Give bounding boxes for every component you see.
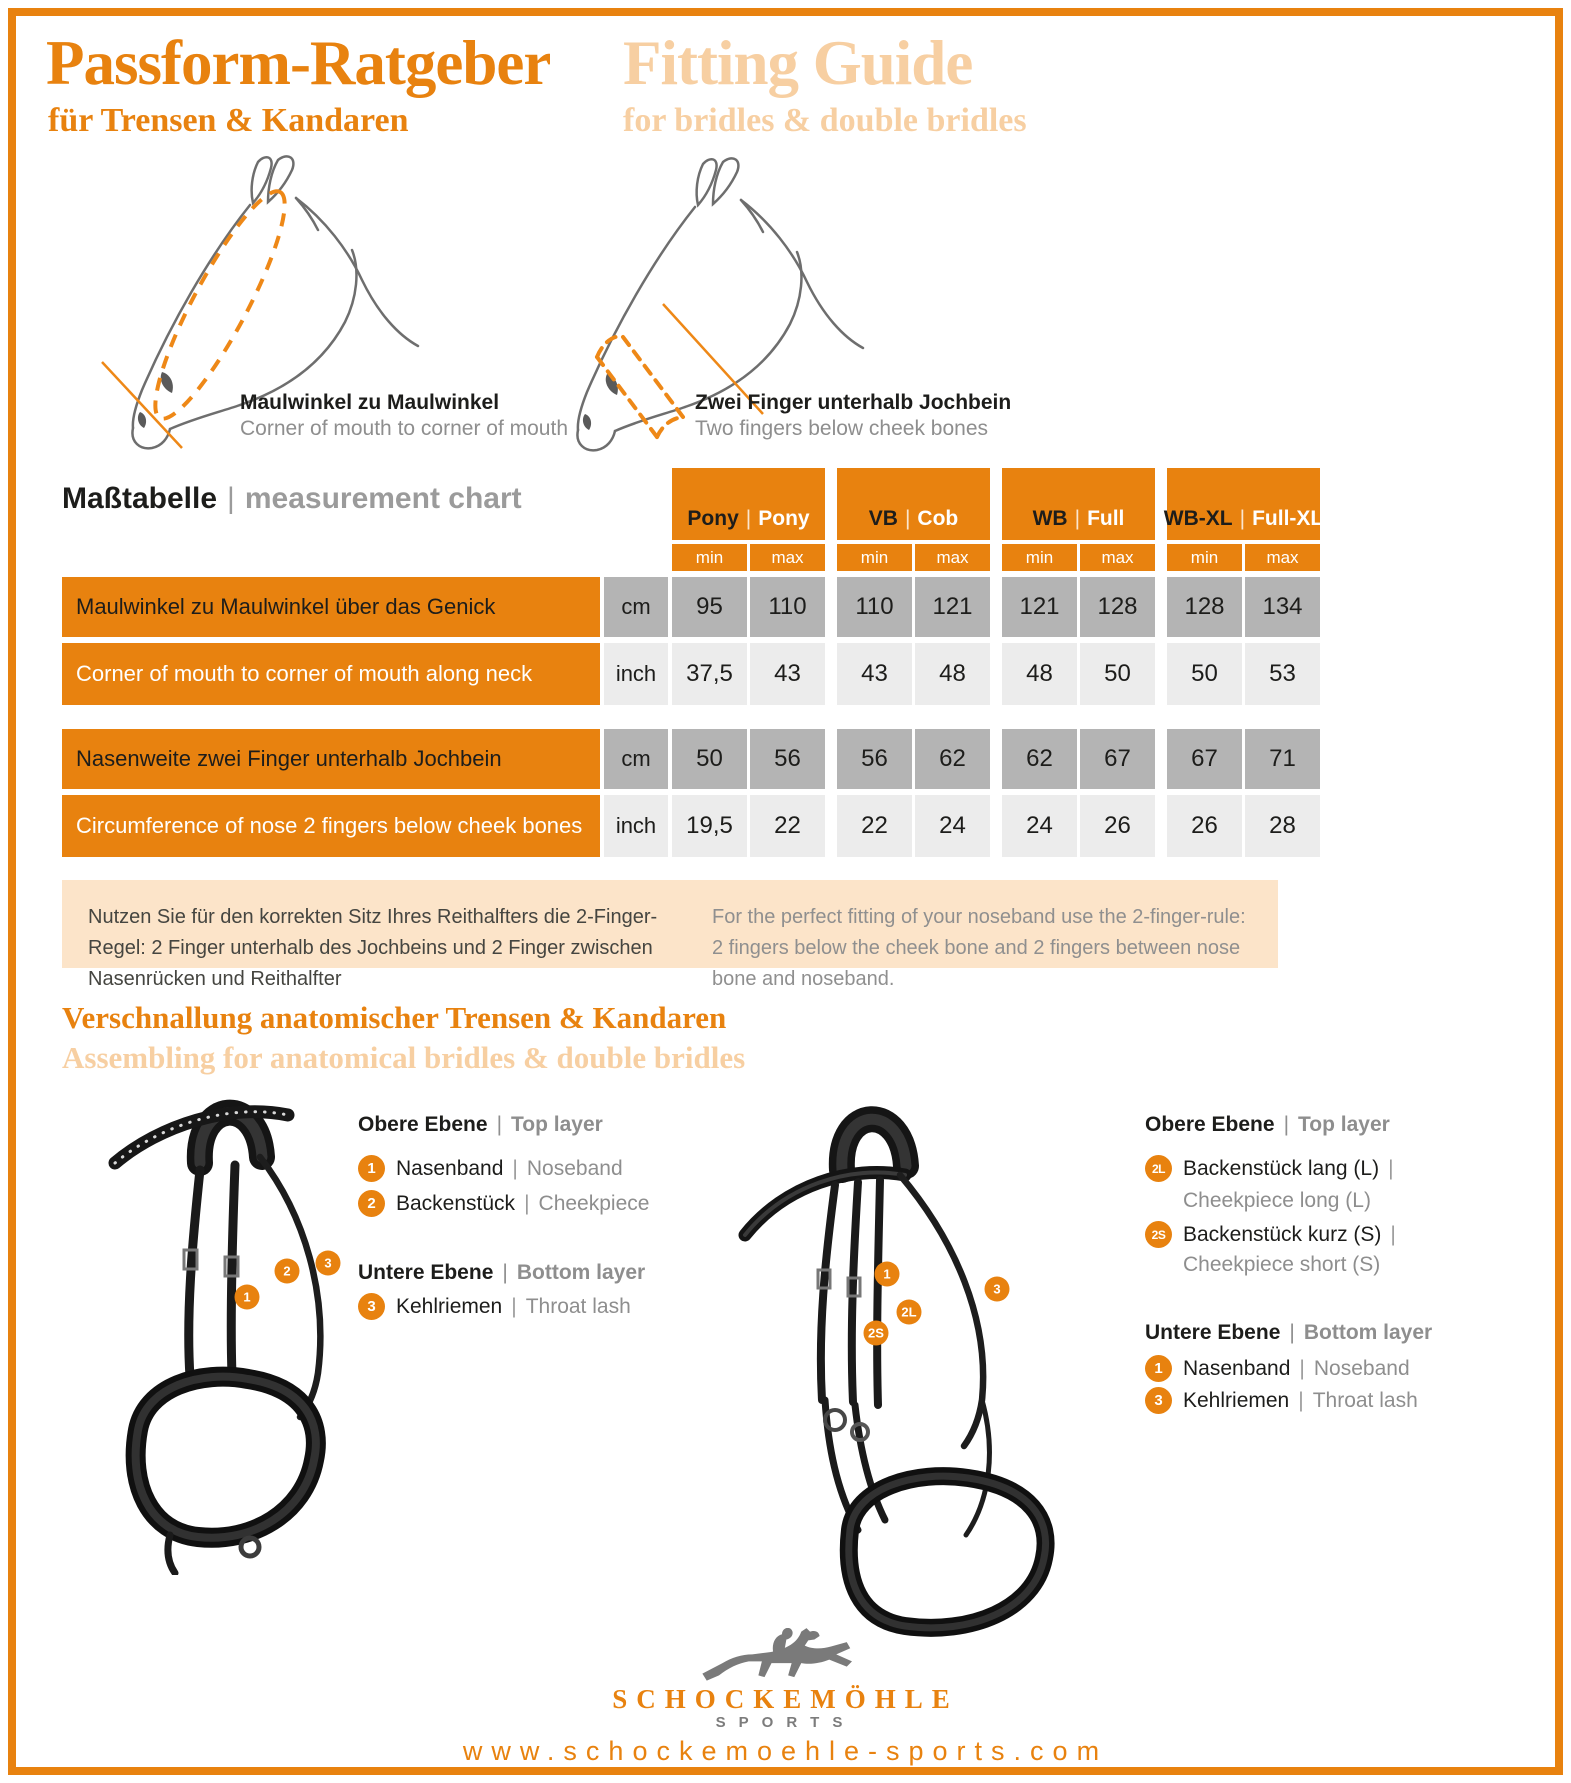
value-max: 67 xyxy=(1080,729,1155,789)
bridle-photo-double xyxy=(700,1090,1065,1645)
row-unit: cm xyxy=(604,729,668,789)
max-label: max xyxy=(750,544,825,571)
assembly-title-german: Verschnallung anatomischer Trensen & Kandaren xyxy=(62,1000,727,1035)
table-row-nose-inch xyxy=(62,795,1320,857)
caption-english: Corner of mouth to corner of mouth xyxy=(240,417,568,441)
separator: | xyxy=(1388,1156,1394,1180)
value-min: 50 xyxy=(672,729,747,789)
value-block xyxy=(837,577,990,637)
marker-cheekpiece: 2 xyxy=(275,1259,300,1284)
minmax-header xyxy=(1002,544,1155,571)
value-block xyxy=(672,795,825,857)
minmax-header xyxy=(672,544,825,571)
item-german: Backenstück lang (L) xyxy=(1183,1156,1380,1180)
value-max: 24 xyxy=(915,795,990,857)
value-min: 43 xyxy=(837,643,912,705)
value-min: 128 xyxy=(1167,577,1242,637)
column-header-cob xyxy=(837,468,990,540)
item-english: Cheekpiece short (S) xyxy=(1183,1253,1381,1276)
value-max: 134 xyxy=(1245,577,1320,637)
marker-noseband: 1 xyxy=(875,1262,900,1287)
value-min: 121 xyxy=(1002,577,1077,637)
item-german: Kehlriemen xyxy=(1183,1388,1290,1412)
separator: | xyxy=(1298,1388,1304,1412)
value-max: 62 xyxy=(915,729,990,789)
value-block xyxy=(672,643,825,705)
value-block xyxy=(837,643,990,705)
legend-top-title xyxy=(1145,1113,1390,1137)
row-label: Maulwinkel zu Maulwinkel über das Genick xyxy=(62,577,600,637)
value-max: 43 xyxy=(750,643,825,705)
min-label: min xyxy=(1167,544,1242,571)
value-max: 56 xyxy=(750,729,825,789)
row-label: Corner of mouth to corner of mouth along neck xyxy=(62,643,600,705)
row-unit: inch xyxy=(604,795,668,857)
caption-english: Two fingers below cheek bones xyxy=(695,417,989,441)
number-badge: 1 xyxy=(1145,1355,1172,1382)
value-max: 71 xyxy=(1245,729,1320,789)
item-german: Nasenband xyxy=(396,1156,504,1180)
item-english: Cheekpiece xyxy=(538,1191,650,1215)
column-header-pony xyxy=(672,468,825,540)
column-label-german: WB xyxy=(1032,507,1068,530)
max-label: max xyxy=(1080,544,1155,571)
min-label: min xyxy=(672,544,747,571)
separator: | xyxy=(512,1156,518,1180)
value-max: 26 xyxy=(1080,795,1155,857)
minmax-header xyxy=(837,544,990,571)
value-max: 28 xyxy=(1245,795,1320,857)
measurement-line xyxy=(102,362,182,448)
brand-division: SPORTS xyxy=(715,1714,856,1731)
column-label-german: WB-XL xyxy=(1163,507,1233,530)
number-badge: 3 xyxy=(358,1293,385,1320)
value-min: 22 xyxy=(837,795,912,857)
legend-double-bridle xyxy=(1145,1113,1475,1423)
layer-title-german: Untere Ebene xyxy=(358,1261,494,1284)
title-german: Passform-Ratgeber xyxy=(46,28,551,98)
column-label-english: Full-XL xyxy=(1252,507,1324,530)
separator: | xyxy=(1283,1113,1290,1136)
subtitle-german: für Trensen & Kandaren xyxy=(48,102,409,139)
value-min: 95 xyxy=(672,577,747,637)
row-label: Circumference of nose 2 fingers below cheek bones xyxy=(62,795,600,857)
item-english: Noseband xyxy=(526,1156,623,1180)
legend-item-throat-lash xyxy=(1145,1387,1418,1414)
title-english: Fitting Guide xyxy=(623,28,973,98)
legend-item-noseband xyxy=(1145,1355,1410,1382)
value-block xyxy=(672,577,825,637)
marker-throat-lash: 3 xyxy=(316,1251,341,1276)
number-badge: 2S xyxy=(1145,1221,1172,1248)
value-min: 67 xyxy=(1167,729,1242,789)
legend-item-cheekpiece-short xyxy=(1145,1221,1405,1248)
value-block xyxy=(1002,643,1155,705)
value-block xyxy=(837,795,990,857)
separator: | xyxy=(904,507,911,530)
max-label: max xyxy=(915,544,990,571)
horse-eye xyxy=(161,372,173,393)
max-label: max xyxy=(1245,544,1320,571)
value-block xyxy=(1167,577,1320,637)
value-block xyxy=(1002,729,1155,789)
min-label: min xyxy=(1002,544,1077,571)
legend-bottom-title xyxy=(358,1261,645,1285)
legend-item-throat-lash xyxy=(358,1293,631,1320)
legend-bottom-title xyxy=(1145,1321,1432,1345)
separator: | xyxy=(502,1261,508,1284)
column-header-full-xl xyxy=(1163,468,1324,540)
separator: | xyxy=(1074,507,1081,530)
row-unit: inch xyxy=(604,643,668,705)
item-english: Throat lash xyxy=(1312,1388,1418,1412)
note-english: For the perfect fitting of your noseband use the 2-finger-rule: 2 fingers below the cheek bone and 2 fingers between nose bone and noseband. xyxy=(712,906,1246,990)
layer-title-german: Obere Ebene xyxy=(1145,1113,1275,1136)
value-block xyxy=(1002,577,1155,637)
min-label: min xyxy=(837,544,912,571)
brand-horse-logo xyxy=(698,1628,873,1686)
value-max: 48 xyxy=(915,643,990,705)
marker-cheekpiece-short: 2S xyxy=(864,1321,889,1346)
value-min: 37,5 xyxy=(672,643,747,705)
horse-nostril xyxy=(138,412,146,428)
value-max: 121 xyxy=(915,577,990,637)
separator: | xyxy=(745,507,752,530)
separator: | xyxy=(496,1113,503,1136)
separator: | xyxy=(511,1294,517,1318)
diagram-caption-length xyxy=(240,390,568,443)
brand-name: SCHOCKEMÖHLE xyxy=(612,1684,959,1714)
caption-german: Maulwinkel zu Maulwinkel xyxy=(240,391,500,414)
value-block xyxy=(1002,795,1155,857)
layer-title-german: Obere Ebene xyxy=(358,1113,488,1136)
two-finger-rule-note xyxy=(62,880,1278,990)
marker-noseband: 1 xyxy=(235,1285,260,1310)
legend-top-title xyxy=(358,1113,603,1137)
column-label-english: Full xyxy=(1087,507,1125,530)
item-german: Backenstück kurz (S) xyxy=(1183,1222,1382,1246)
legend-item-cheekpiece-long xyxy=(1145,1155,1403,1182)
number-badge: 2 xyxy=(358,1190,385,1217)
legend-snaffle xyxy=(358,1113,688,1343)
layer-title-english: Bottom layer xyxy=(516,1261,646,1284)
legend-item-noseband xyxy=(358,1155,623,1182)
value-min: 56 xyxy=(837,729,912,789)
value-min: 19,5 xyxy=(672,795,747,857)
row-label: Nasenweite zwei Finger unterhalb Jochbein xyxy=(62,729,600,789)
separator: | xyxy=(1390,1222,1396,1246)
item-german: Backenstück xyxy=(396,1191,516,1215)
value-max: 53 xyxy=(1245,643,1320,705)
note-german: Nutzen Sie für den korrekten Sitz Ihres Reithalfters die 2-Finger-Regel: 2 Finger unterhalb des Jochbeins und 2 Finger zwischen Nasenrücken und Reithalfter xyxy=(88,906,658,990)
table-row-nose-cm xyxy=(62,729,1320,789)
value-max: 22 xyxy=(750,795,825,857)
value-min: 50 xyxy=(1167,643,1242,705)
value-block xyxy=(1167,795,1320,857)
item-german: Nasenband xyxy=(1183,1356,1291,1380)
value-min: 24 xyxy=(1002,795,1077,857)
value-block xyxy=(837,729,990,789)
separator: | xyxy=(227,482,235,515)
separator: | xyxy=(1289,1321,1295,1344)
minmax-header xyxy=(1167,544,1320,571)
value-block xyxy=(672,729,825,789)
layer-title-german: Untere Ebene xyxy=(1145,1321,1281,1344)
item-english: Noseband xyxy=(1313,1356,1410,1380)
item-german: Kehlriemen xyxy=(396,1294,503,1318)
row-unit: cm xyxy=(604,577,668,637)
layer-title-english: Top layer xyxy=(1298,1113,1390,1136)
caption-german: Zwei Finger unterhalb Jochbein xyxy=(695,391,1012,414)
separator: | xyxy=(1239,507,1246,530)
legend-item-cheekpiece xyxy=(358,1190,649,1217)
column-label-english: Pony xyxy=(758,507,810,530)
marker-cheekpiece-long: 2L xyxy=(897,1300,922,1325)
value-min: 62 xyxy=(1002,729,1077,789)
separator: | xyxy=(1299,1356,1305,1380)
number-badge: 3 xyxy=(1145,1387,1172,1414)
value-block xyxy=(1167,729,1320,789)
value-min: 26 xyxy=(1167,795,1242,857)
value-max: 50 xyxy=(1080,643,1155,705)
column-label-german: Pony xyxy=(687,507,739,530)
number-badge: 1 xyxy=(358,1155,385,1182)
bridle-photo-snaffle xyxy=(100,1085,360,1575)
item-english: Cheekpiece long (L) xyxy=(1183,1189,1371,1212)
value-max: 110 xyxy=(750,577,825,637)
table-row-mouth-inch xyxy=(62,643,1320,705)
layer-title-english: Bottom layer xyxy=(1303,1321,1433,1344)
marker-throat-lash: 3 xyxy=(985,1277,1010,1302)
column-header-full xyxy=(1002,468,1155,540)
assembly-title-english: Assembling for anatomical bridles & double bridles xyxy=(62,1040,746,1075)
subtitle-english: for bridles & double bridles xyxy=(623,102,1027,139)
table-row-mouth-cm xyxy=(62,577,1320,637)
table-title xyxy=(62,482,522,516)
layer-title-english: Top layer xyxy=(511,1113,603,1136)
table-title-german: Maßtabelle xyxy=(62,482,218,515)
value-min: 110 xyxy=(837,577,912,637)
separator: | xyxy=(524,1191,530,1215)
value-max: 128 xyxy=(1080,577,1155,637)
website-link[interactable]: www.schockemoehle-sports.com xyxy=(462,1736,1109,1766)
column-label-english: Cob xyxy=(917,507,959,530)
horse-nostril xyxy=(583,414,591,430)
column-label-german: VB xyxy=(868,507,898,530)
diagram-caption-nose xyxy=(695,390,1011,443)
number-badge: 2L xyxy=(1145,1155,1172,1182)
value-min: 48 xyxy=(1002,643,1077,705)
table-title-english: measurement chart xyxy=(244,482,522,515)
value-block xyxy=(1167,643,1320,705)
item-english: Throat lash xyxy=(525,1294,631,1318)
